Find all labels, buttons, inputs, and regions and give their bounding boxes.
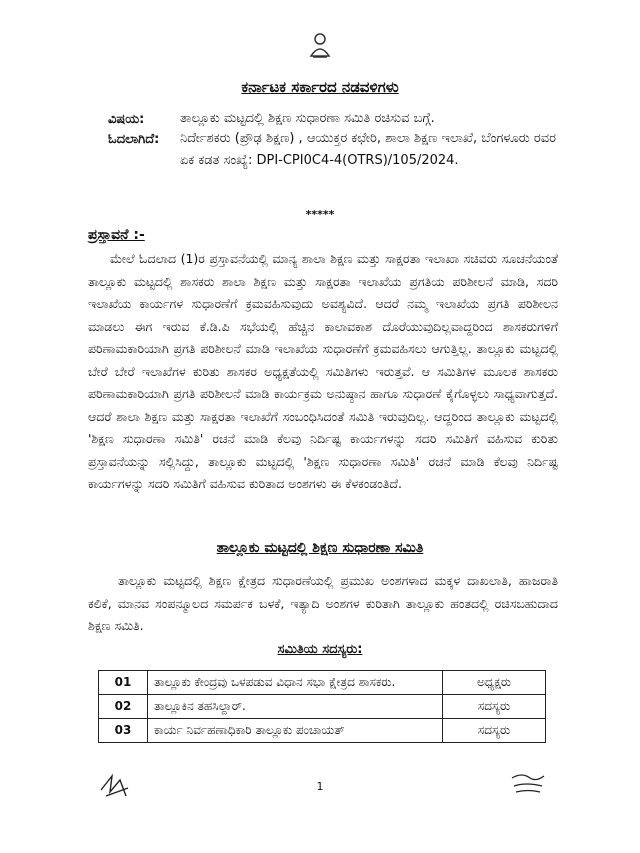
- preamble-paragraph: ಮೇಲೆ ಓದಲಾದ (1)ರ ಪ್ರಸ್ತಾವನೆಯಲ್ಲಿ ಮಾನ್ಯ ಶಾಲಾ ಶಿಕ್ಷಣ ಮತ್ತು ಸಾಕ್ಷರತಾ ಇಲಾಖಾ ಸಚಿವರು ಸೂಚನೆಯಂತೆ ತಾಲ್ಲೂಕು ಮಟ್ಟದಲ್ಲಿ ಶಾಸಕರು ಶಾಲಾ ಶಿಕ್ಷಣ ಮತ್ತು ಸಾಕ್ಷರತಾ ಇಲಾಖೆಯ ಪ್ರಗತಿಯ ಪರಿಶೀಲನೆ ಮಾಡಿ, ಸದರಿ ಇಲಾಖೆಯ ಕಾರ್ಯಗಳ ಸುಧಾರಣೆಗೆ ಕ್ರಮವಹಿಸುವುದು ಅವಶ್ಯವಿದೆ. ಆದರೆ ನಮ್ಮ ಇಲಾಖೆಯ ಪ್ರಗತಿ ಪರಿಶೀಲನ ಮಾಡಲು ಈಗ ಇರುವ ಕೆ.ಡಿ.ಪಿ ಸಭೆಯಲ್ಲಿ ಹೆಚ್ಚಿನ ಕಾಲಾವಕಾಶ ದೊರೆಯುವುದಿಲ್ಲವಾದ್ದರಿಂದ ಶಾಸಕರುಗಳಿಗೆ ಪರಿಣಾಮಕಾರಿಯಾಗಿ ಪ್ರಗತಿ ಪರಿಶೀಲನೆ ಮಾಡಿ ಇಲಾಖೆಯ ಸುಧಾರಣೆಗೆ ಕ್ರಮವಹಿಸಲು ಆಗುತ್ತಿಲ್ಲ. ತಾಲ್ಲೂಕು ಮಟ್ಟದಲ್ಲಿ ಬೇರೆ ಬೇರೆ ಇಲಾಖೆಗಳ ಕುರಿತು ಶಾಸಕರ ಅಧ್ಯಕ್ಷತೆಯಲ್ಲಿ ಸಮಿತಿಗಳು ಇರುತ್ತವೆ. ಆ ಸಮಿತಿಗಳ ಮೂಲಕ ಶಾಸಕರು ಪರಿಣಾಮಕಾರಿಯಾಗಿ ಪ್ರಗತಿ ಪರಿಶೀಲನೆ ಮಾಡಿ ಕಾರ್ಯಕ್ರಮ ಅನುಷ್ಠಾನ ಹಾಗೂ ಸುಧಾರಣೆ ಕೈಗೊಳ್ಳಲು ಸಾಧ್ಯವಾಗುತ್ತದೆ. ಆದರೆ ಶಾಲಾ ಶಿಕ್ಷಣ ಮತ್ತು ಸಾಕ್ಷರತಾ ಇಲಾಖೆಗೆ ಸಂಬಂಧಿಸಿದಂತೆ ಸಮಿತಿ ಇರುವುದಿಲ್ಲ. ಆದ್ದರಿಂದ ತಾಲ್ಲೂಕು ಮಟ್ಟದಲ್ಲಿ 'ಶಿಕ್ಷಣ ಸುಧಾರಣಾ ಸಮಿತಿ' ರಚನೆ ಮಾಡಿ ಕೆಲವು ನಿರ್ದಿಷ್ಟ ಕಾರ್ಯಗಳನ್ನು ಸದರಿ ಸಮಿತಿಗೆ ವಹಿಸುವ ಕುರಿತು ಪ್ರಸ್ತಾವನೆಯನ್ನು ಸಲ್ಲಿಸಿದ್ದು, ತಾಲ್ಲೂಕು ಮಟ್ಟದಲ್ಲಿ 'ಶಿಕ್ಷಣ ಸುಧಾರಣಾ ಸಮಿತಿ' ರಚನೆ ಮಾಡಿ ಕೆಲವು ನಿರ್ದಿಷ್ಟ ಕಾರ್ಯಗಳನ್ನು ಸದರಿ ಸಮಿತಿಗೆ ವಹಿಸುವ ಕುರಿತಾದ ಅಂಶಗಳು ಈ ಕೆಳಕಂಡಂತಿದೆ.: [88, 251, 558, 491]
- section-paragraph: ತಾಲ್ಲೂಕು ಮಟ್ಟದಲ್ಲಿ ಶಿಕ್ಷಣ ಕ್ಷೇತ್ರದ ಸುಧಾರಣೆಯಲ್ಲಿ ಪ್ರಮುಖ ಅಂಶಗಳಾದ ಮಕ್ಕಳ ದಾಖಲಾತಿ, ಹಾಜರಾತಿ ಕಲಿಕೆ, ಮಾನವ ಸಂಪನ್ಮೂಲದ ಸಮರ್ಪಕ ಬಳಕೆ, ಇತ್ಯಾದಿ ಅಂಶಗಳ ಕುರಿತಾಗಿ ತಾಲ್ಲೂಕು ಹಂತದಲ್ಲಿ ರಚಿಸಬಹುದಾದ ಶಿಕ್ಷಣ ಸಮಿತಿ.: [88, 573, 558, 633]
- table-row: [99, 671, 546, 695]
- table-row: [99, 719, 546, 743]
- signature-right-icon: [508, 770, 548, 796]
- preamble-heading: ಪ್ರಸ್ತಾವನೆ :-: [88, 227, 145, 243]
- subject-value: ತಾಲ್ಲೂಕು ಮಟ್ಟದಲ್ಲಿ ಶಿಕ್ಷಣ ಸುಧಾರಣಾ ಸಮಿತಿ ರಚಿಸುವ ಬಗ್ಗೆ.: [180, 111, 435, 126]
- page-number: 1: [316, 780, 324, 793]
- member-role: ಸದಸ್ಯರು: [443, 719, 546, 743]
- member-description: ಕಾರ್ಯ ನಿರ್ವಹಣಾಧಿಕಾರಿ ತಾಲ್ಲೂಕು ಪಂಚಾಯತ್: [148, 719, 443, 743]
- table-row: [99, 695, 546, 719]
- government-emblem-icon: [305, 30, 335, 60]
- subject-label: ವಿಷಯ:: [108, 112, 145, 127]
- members-title: ಸಮಿತಿಯ ಸದಸ್ಯರು:: [277, 642, 363, 657]
- section-title: ತಾಲ್ಲೂಕು ಮಟ್ಟದಲ್ಲಿ ಶಿಕ್ಷಣ ಸುಧಾರಣಾ ಸಮಿತಿ: [216, 540, 424, 556]
- separator-stars: *****: [305, 208, 335, 221]
- member-description: ತಾಲ್ಲೂಕಿನ ತಹಸಿಲ್ದಾರ್.: [148, 695, 443, 719]
- reference-value: ನಿರ್ದೇಶಕರು (ಪ್ರೌಢ ಶಿಕ್ಷಣ) , ಆಯುಕ್ತರ ಕಛೇರಿ, ಶಾಲಾ ಶಿಕ್ಷಣ ಇಲಾಖೆ, ಬೆಂಗಳೂರು ರವರ ಏಕ ಕಡತ ಸಂಖ್ಯೆ: DPI-CPI0C4-4(OTRS)/105/2024.: [180, 131, 557, 168]
- members-table: [98, 670, 546, 743]
- reference-label: ಓದಲಾಗಿದೆ:: [108, 132, 160, 147]
- member-role: ಅಧ್ಯಕ್ಷರು: [443, 671, 546, 695]
- member-role: ಸದಸ್ಯರು: [443, 695, 546, 719]
- row-number: 02: [99, 695, 148, 719]
- row-number: 03: [99, 719, 148, 743]
- member-description: ತಾಲ್ಲೂಕು ಕೇಂದ್ರವು ಒಳಪಡುವ ವಿಧಾನ ಸಭಾ ಕ್ಷೇತ್ರದ ಶಾಸಕರು.: [148, 671, 443, 695]
- row-number: 01: [99, 671, 148, 695]
- government-proceedings-title: ಕರ್ನಾಟಕ ಸರ್ಕಾರದ ನಡವಳಿಗಳು: [241, 78, 399, 96]
